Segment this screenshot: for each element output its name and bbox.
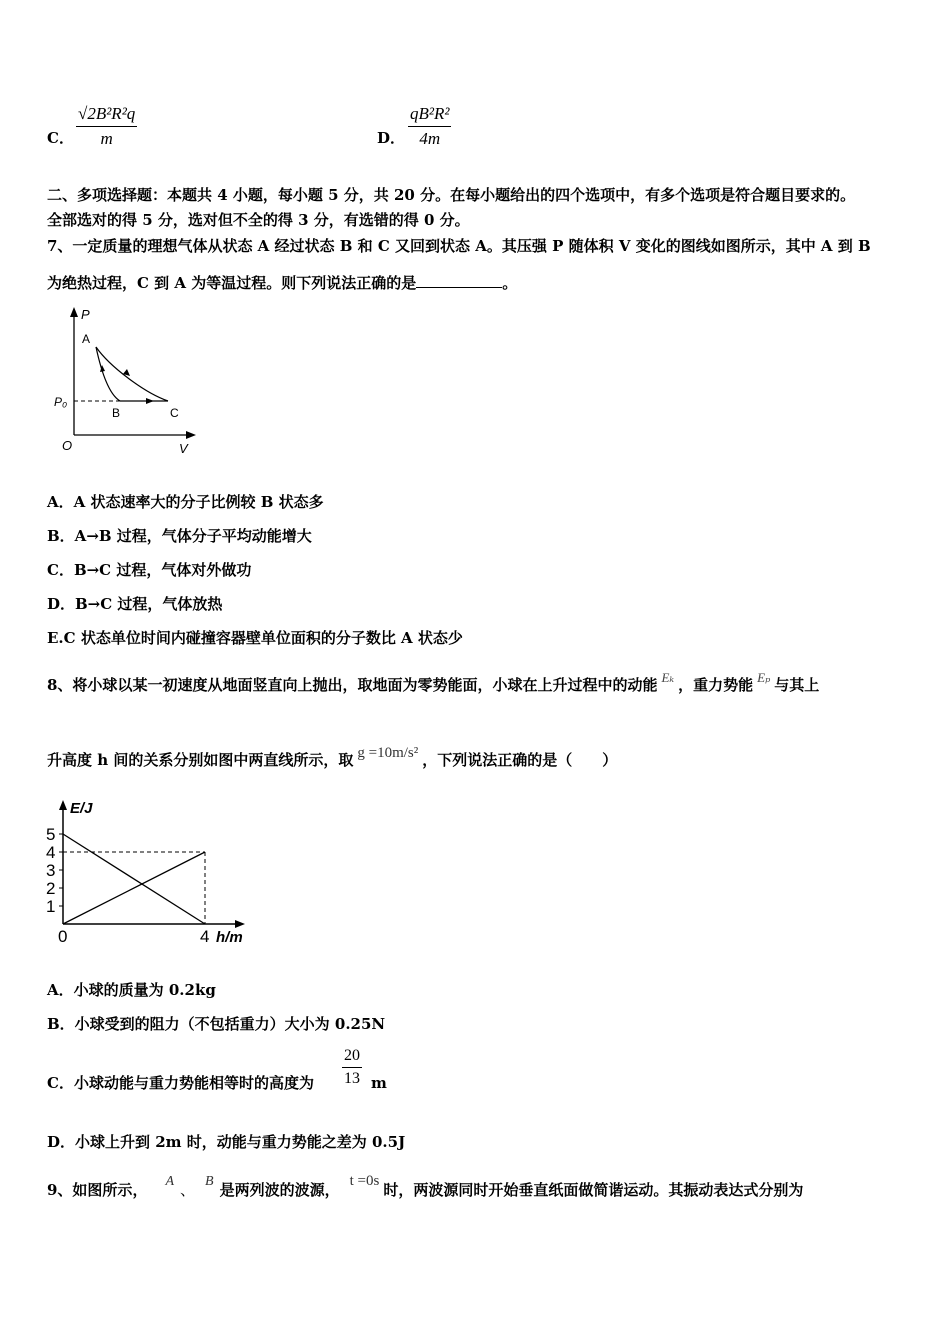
y-tick-label-2: 2	[46, 879, 56, 898]
q7-option-e: E.C 状态单位时间内碰撞容器壁单位面积的分子数比 A 状态少	[47, 629, 463, 647]
energy-height-chart	[40, 797, 255, 949]
curve-a-to-b	[96, 347, 120, 401]
curve-c-to-a	[96, 347, 168, 401]
y-tick-label-5: 5	[46, 825, 56, 844]
g-expression: g =10m/s²	[357, 745, 419, 761]
section2-line2: 全部选对的得 5 分，选对但不全的得 3 分，有选错的得 0 分。	[47, 211, 470, 229]
source-a: A	[165, 1174, 175, 1189]
source-b: B	[205, 1174, 214, 1189]
option-d-fraction	[408, 104, 451, 149]
y-tick-label-1: 1	[46, 897, 56, 916]
ek-symbol: Eₖ	[661, 670, 675, 685]
q8-stem-line1: 8、将小球以某一初速度从地面竖直向上抛出，取地面为零势能面，小球在上升过程中的动能 Eₖ ，重力势能 Eₚ 与其上	[47, 670, 820, 694]
q7-stem-line1: 7、一定质量的理想气体从状态 A 经过状态 B 和 C 又回到状态 A。其压强 P 随体积 V 变化的图线如图所示，其中 A 到 B	[47, 237, 871, 255]
option-c-numerator: √2B²R²q	[78, 104, 136, 123]
t-expression: t =0s	[349, 1173, 380, 1189]
pv-diagram	[50, 305, 200, 460]
point-c-label: C	[170, 406, 179, 420]
series-line-ek	[63, 834, 205, 924]
option-c-denominator: m	[100, 129, 113, 148]
q8-option-d: D．小球上升到 2m 时，动能与重力势能之差为 0.5J	[47, 1133, 406, 1151]
q7-option-b: B．A→B 过程，气体分子平均动能增大	[47, 527, 312, 545]
arrow-b-to-c	[146, 398, 154, 404]
q9-stem-line1: 9、如图所示， A 、 B 是两列波的波源， t =0s 时，两波源同时开始垂直纸面做简谐运动。其振动表达式分别为	[47, 1173, 804, 1199]
p-axis-arrow	[70, 307, 78, 317]
option-c-label: C．	[47, 129, 74, 147]
answer-blank	[416, 273, 502, 288]
series-line-ep	[63, 852, 205, 924]
x-tick-label-4: 4	[200, 927, 210, 946]
section2-line1: 二、多项选择题：本题共 4 小题，每小题 5 分，共 20 分。在每小题给出的四个选项中，有多个选项是符合题目要求的。	[47, 186, 856, 204]
q8-stem-line2: 升高度 h 间的关系分别如图中两直线所示，取 g =10m/s² ，下列说法正确的是（ ）	[47, 745, 618, 769]
y-tick-label-4: 4	[46, 843, 56, 862]
q8-option-a: A．小球的质量为 0.2kg	[47, 981, 216, 999]
p-axis-label: P	[81, 307, 90, 322]
x-axis-arrow	[235, 920, 245, 928]
option-c-height-fraction: 20 13	[344, 1047, 360, 1087]
v-axis-label: V	[179, 441, 188, 456]
option-d-numerator: qB²R²	[410, 104, 450, 123]
q7-option-d: D．B→C 过程，气体放热	[47, 595, 223, 613]
q7-stem-line2: 为绝热过程，C 到 A 为等温过程。则下列说法正确的是 。	[47, 274, 518, 292]
q7-option-c: C．B→C 过程，气体对外做功	[47, 561, 252, 579]
option-c-unit: m	[371, 1074, 387, 1092]
y-tick-label-3: 3	[46, 861, 56, 880]
x-tick-label-0: 0	[58, 927, 68, 946]
option-d-denominator: 4m	[419, 129, 441, 148]
q7-stem-text: 为绝热过程，C 到 A 为等温过程。则下列说法正确的是	[47, 274, 417, 292]
y-axis-title: E/J	[70, 800, 93, 817]
v-axis-arrow	[186, 431, 196, 439]
point-a-label: A	[82, 332, 91, 346]
q8-option-b: B．小球受到的阻力（不包括重力）大小为 0.25N	[47, 1015, 386, 1033]
point-b-label: B	[112, 406, 121, 420]
p0-label: P₀	[54, 395, 68, 409]
option-c-fraction	[76, 104, 137, 149]
y-axis-arrow	[59, 800, 67, 810]
ep-symbol: Eₚ	[757, 670, 771, 685]
origin-label: O	[62, 438, 73, 453]
option-d-label: D．	[377, 129, 406, 147]
q8-option-c: C．小球动能与重力势能相等时的高度为	[47, 1074, 314, 1092]
q7-option-a: A．A 状态速率大的分子比例较 B 状态多	[47, 493, 324, 511]
x-axis-title: h/m	[216, 929, 243, 946]
